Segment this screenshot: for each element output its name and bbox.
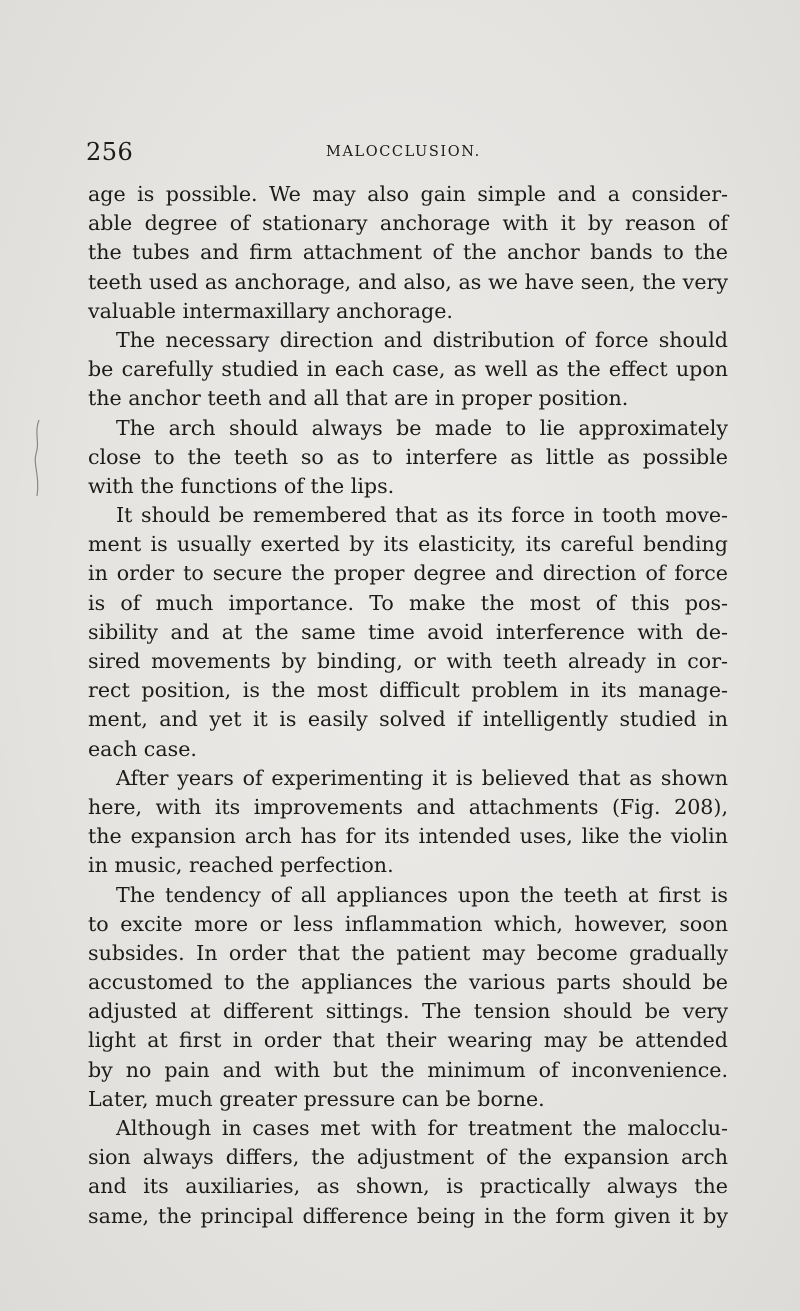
text-line: sion always differs, the adjustment of the expansion arch — [88, 1145, 728, 1170]
text-line: the anchor teeth and all that are in proper position. — [88, 386, 629, 411]
text-line: teeth used as anchorage, and also, as we have seen, the very — [88, 269, 728, 294]
text-line: light at first in order that their wearing may be attended — [88, 1028, 728, 1053]
text-line: with the functions of the lips. — [88, 473, 395, 498]
text-line: be carefully studied in each case, as well as the effect upon — [88, 357, 728, 382]
text-line: The tendency of all appliances upon the teeth at first is — [116, 882, 728, 907]
text-line: same, the principal difference being in the form given it by — [88, 1203, 728, 1228]
text-line: It should be remembered that as its force in tooth move- — [116, 503, 728, 528]
text-line: rect position, is the most difficult problem in its manage- — [88, 678, 728, 703]
text-line: here, with its improvements and attachments (Fig. 208), — [88, 794, 728, 819]
text-line: close to the teeth so as to interfere as little as possible — [88, 444, 728, 469]
text-line: accustomed to the appliances the various parts should be — [88, 970, 728, 995]
paragraph — [88, 764, 728, 881]
text-line: and its auxiliaries, as shown, is practically always the — [88, 1174, 728, 1199]
text-line: Later, much greater pressure can be borne. — [88, 1086, 545, 1111]
text-line: by no pain and with but the minimum of inconvenience. — [88, 1057, 728, 1082]
text-line: The necessary direction and distribution of force should — [116, 327, 728, 352]
page-number: 256 — [86, 138, 134, 166]
text-line: adjusted at different sittings. The tension should be very — [88, 999, 728, 1024]
paragraph — [88, 881, 728, 1115]
body-text — [88, 180, 728, 1231]
text-line: ment, and yet it is easily solved if intelligently studied in — [88, 707, 728, 732]
text-line: The arch should always be made to lie approximately — [116, 415, 728, 440]
text-line: sibility and at the same time avoid interference with de- — [88, 619, 728, 644]
running-title: MALOCCLUSION. — [326, 144, 481, 160]
text-line: subsides. In order that the patient may become gradually — [88, 940, 728, 965]
paragraph — [88, 326, 728, 414]
text-line: After years of experimenting it is believed that as shown — [116, 765, 728, 790]
text-line: able degree of stationary anchorage with it by reason of — [88, 211, 728, 236]
text-line: each case. — [88, 736, 197, 761]
text-line: to excite more or less inflammation which, however, soon — [88, 911, 728, 936]
text-line: in music, reached perfection. — [88, 853, 394, 878]
text-line: ment is usually exerted by its elasticity, its careful bending — [88, 532, 728, 557]
paragraph — [88, 180, 728, 326]
text-line: the expansion arch has for its intended uses, like the violin — [88, 824, 728, 849]
paragraph — [88, 501, 728, 764]
text-line: age is possible. We may also gain simple and a consider- — [88, 182, 728, 206]
text-line: is of much importance. To make the most of this pos- — [88, 590, 728, 615]
text-line: valuable intermaxillary anchorage. — [88, 298, 453, 323]
pencil-margin-mark — [30, 418, 44, 498]
text-line: sired movements by binding, or with teeth already in cor- — [88, 649, 728, 673]
text-line: in order to secure the proper degree and direction of force — [88, 561, 728, 586]
page-header — [86, 138, 726, 168]
paragraph — [88, 414, 728, 502]
paragraph — [88, 1114, 728, 1231]
text-line: Although in cases met with for treatment the malocclu- — [116, 1116, 728, 1140]
text-line: the tubes and firm attachment of the anchor bands to the — [88, 240, 728, 265]
